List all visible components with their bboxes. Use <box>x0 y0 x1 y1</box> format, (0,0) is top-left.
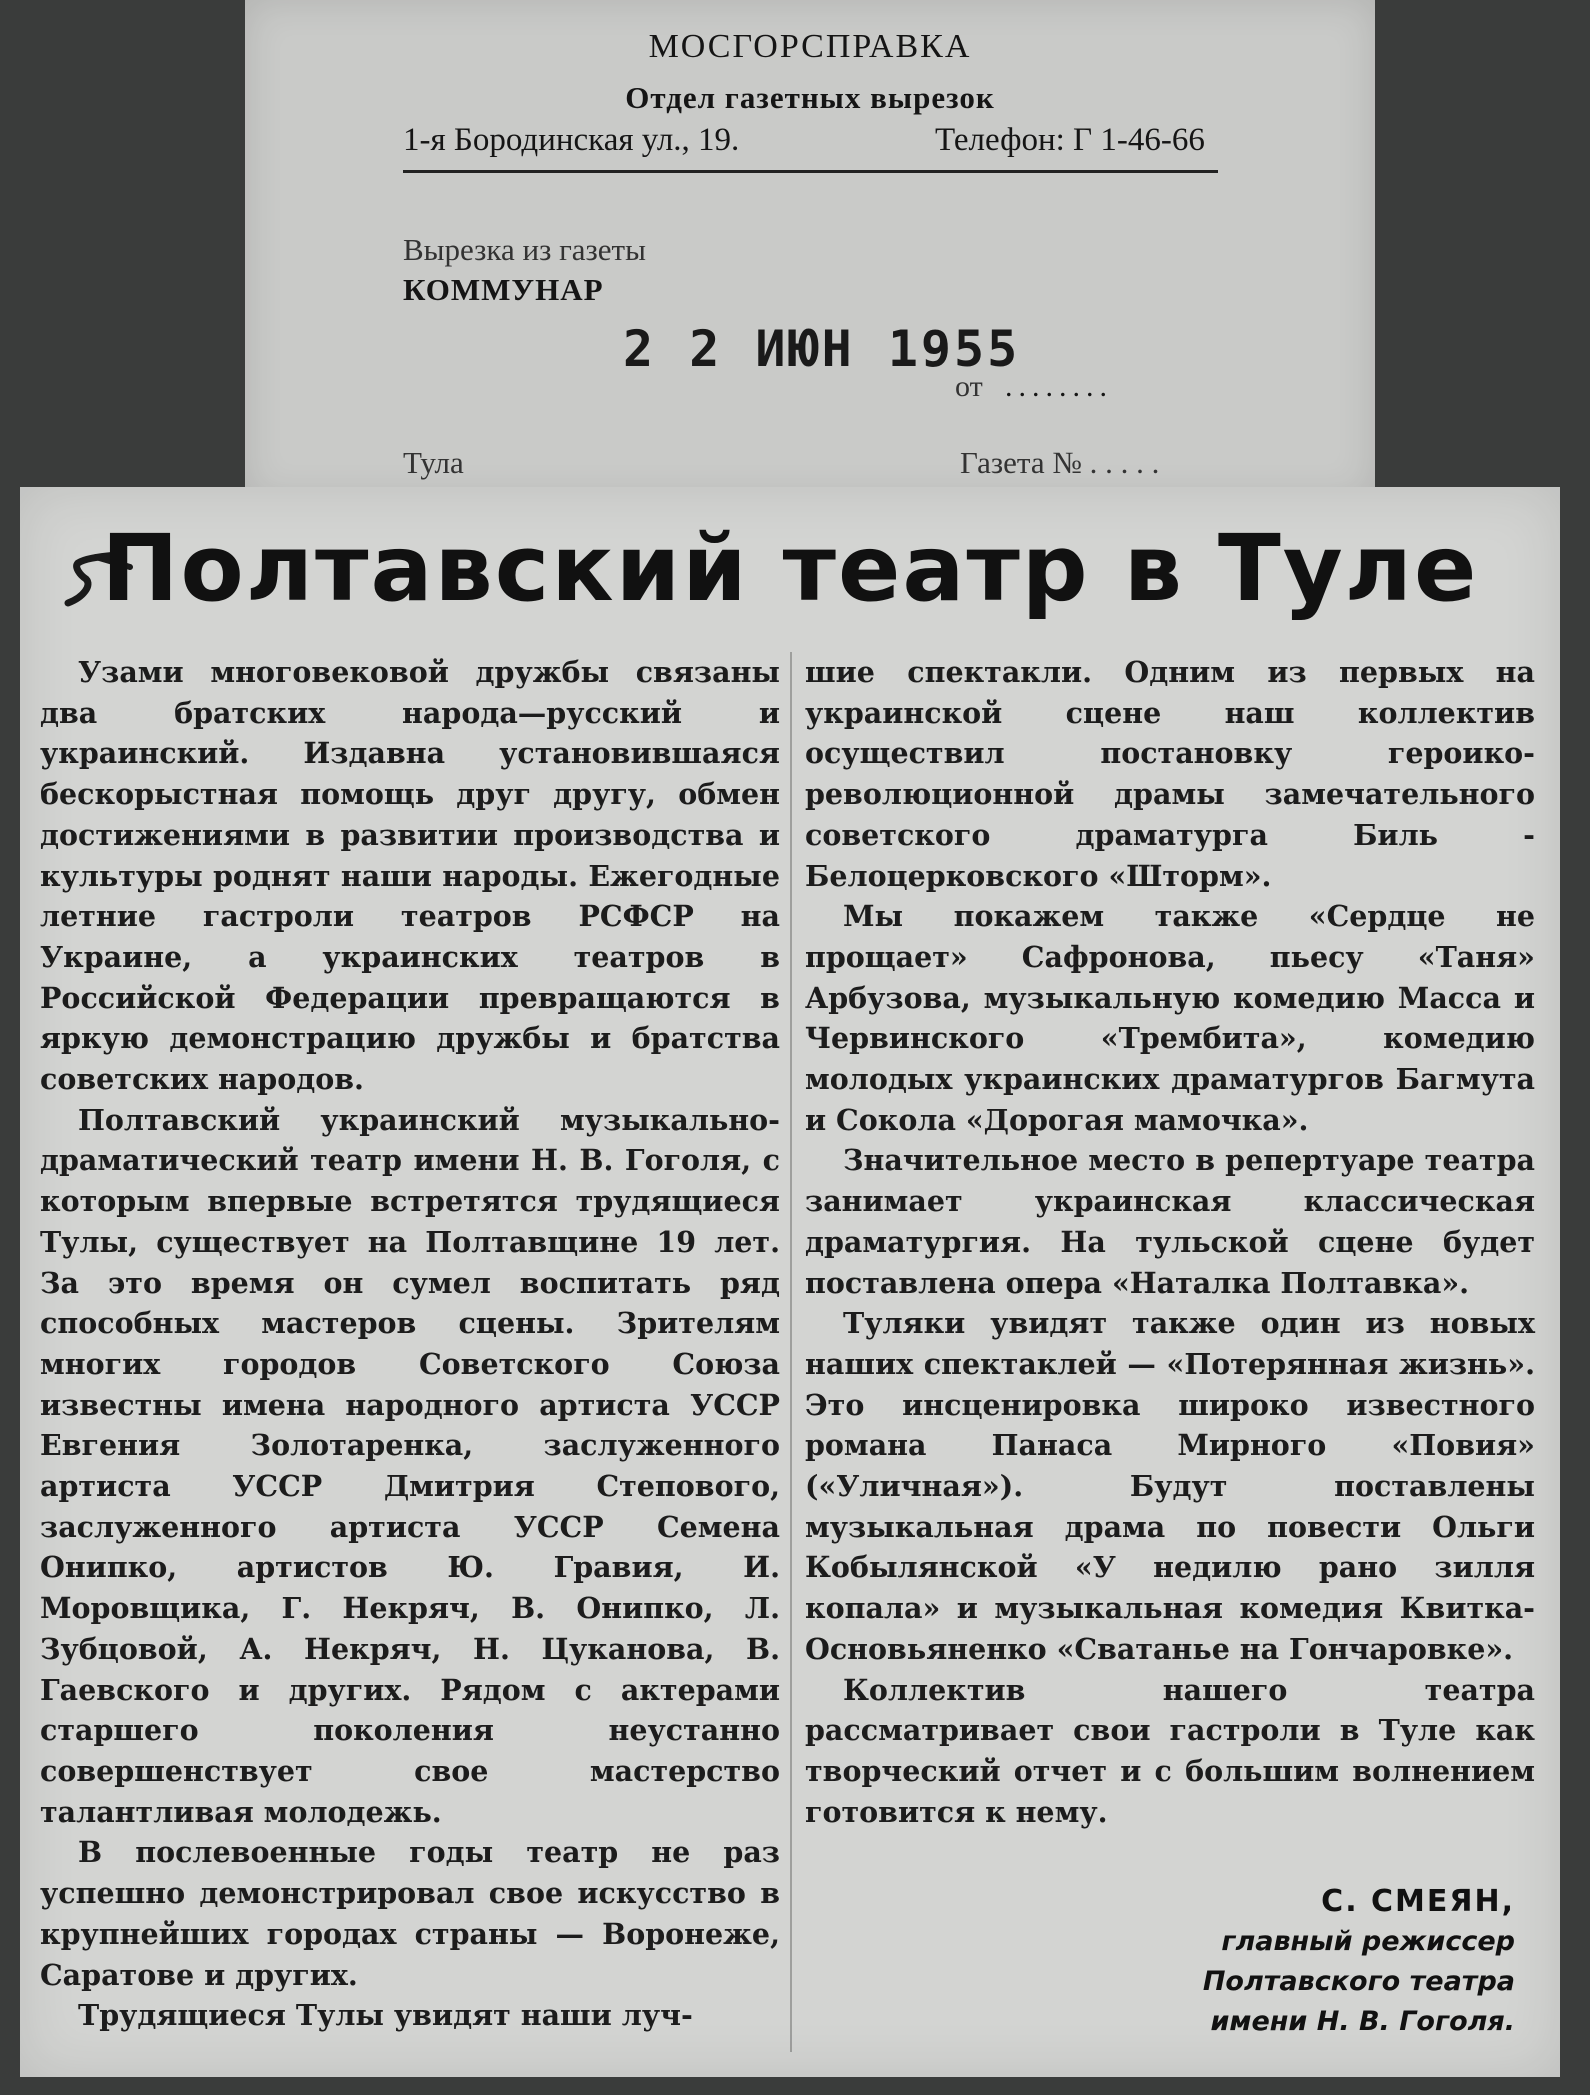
from-dots: ........ <box>1005 370 1113 403</box>
paragraph: В послевоенные годы театр не раз успешно демонстрировал свое искусство в крупнейших городах страны — Воронеже, Саратове и других. <box>40 1835 780 1992</box>
author-role: Полтавского театра <box>1202 1966 1515 1997</box>
department-name: Отдел газетных вырезок <box>625 80 995 115</box>
newspaper-clipping <box>20 487 1560 2077</box>
address: 1-я Бородинская ул., 19. <box>403 122 740 158</box>
paragraph: Узами многовековой дружбы связаны два братских народа—русский и украинский. Издавна установившаяся бескорыстная помощь друг другу, обмен достижениями в развитии производства и культуры роднят наши народы. Ежегодные летние гастроли театров РСФСР на Украине, а украинских театров в Российской Федерации превращаются в яркую демонстрацию дружбы и братства советских народов. <box>40 655 780 1097</box>
column-divider <box>790 652 792 2052</box>
paragraph: Полтавский украинский музыкально-драматический театр имени Н. В. Гоголя, с которым впервые встретятся трудящиеся Тулы, существует на Полтавщине 19 лет. За это время он сумел воспитать ряд способных мастеров сцены. Зрителям многих городов Советского Союза известны имена народного артиста УССР Евгения Золотаренка, заслуженного артиста УССР Дмитрия Степового, заслуженного артиста УССР Семена Онипко, артистов Ю. Гравия, И. Моровщика, Г. Некряч, В. Онипко, Л. Зубцовой, А. Некряч, Н. Цуканова, В. Гаевского и других. Рядом с актерами старшего поколения неустанно совершенствует свое мастерство талантливая молодежь. <box>40 1102 780 1829</box>
divider <box>403 170 1218 173</box>
article-column-left <box>40 652 780 2036</box>
author-role: имени Н. В. Гоголя. <box>1210 2006 1515 2037</box>
issue-number-label: Газета № . . . . . <box>960 445 1160 480</box>
phone: Телефон: Г 1-46-66 <box>935 122 1205 158</box>
paragraph: Мы покажем также «Сердце не прощает» Сафронова, пьесу «Таня» Арбузова, музыкальную комедию Масса и Червинского «Трембита», комедию молодых украинских драматургов Багмута и Сокола «Дорогая мамочка». <box>805 899 1535 1137</box>
article-headline: Полтавский театр в Туле <box>101 515 1479 622</box>
author-name: С. СМЕЯН, <box>1321 1884 1515 1919</box>
clipping-service-slip <box>245 0 1375 500</box>
paragraph: Трудящиеся Тулы увидят наши луч- <box>78 1998 693 2033</box>
cutting-label: Вырезка из газеты <box>403 232 646 267</box>
paragraph: шие спектакли. Одним из первых на украинской сцене наш коллектив осуществил постановку героико-революционной драмы замечательного советского драматурга Биль - Белоцерковского «Шторм». <box>805 655 1535 893</box>
article-column-right <box>805 652 1535 1832</box>
paragraph: Туляки увидят также один из новых наших спектаклей — «Потерянная жизнь». Это инсценировка широко известного романа Панаса Мирного «Повия» («Уличная»). Будут поставлены музыкальная драма по повести Ольги Кобылянской «У недилю рано зилля копала» и музыкальная комедия Квитка-Основьяненко «Сватанье на Гончаровке». <box>805 1306 1535 1666</box>
author-role: главный режиссер <box>1221 1926 1515 1957</box>
organization-name: МОСГОРСПРАВКА <box>648 28 972 65</box>
paragraph: Значительное место в репертуаре театра занимает украинская классическая драматургия. На тульской сцене будет поставлена опера «Наталка Полтавка». <box>805 1143 1535 1300</box>
newspaper-name: КОММУНАР <box>403 272 604 307</box>
city: Тула <box>403 445 464 480</box>
paragraph: Коллектив нашего театра рассматривает свои гастроли в Туле как творческий отчет и с большим волнением готовится к нему. <box>805 1672 1535 1829</box>
date-stamp: 2 2 ИЮН 1955 <box>623 320 1021 378</box>
from-label: от <box>955 370 983 403</box>
author-signature <box>920 1882 1515 2042</box>
